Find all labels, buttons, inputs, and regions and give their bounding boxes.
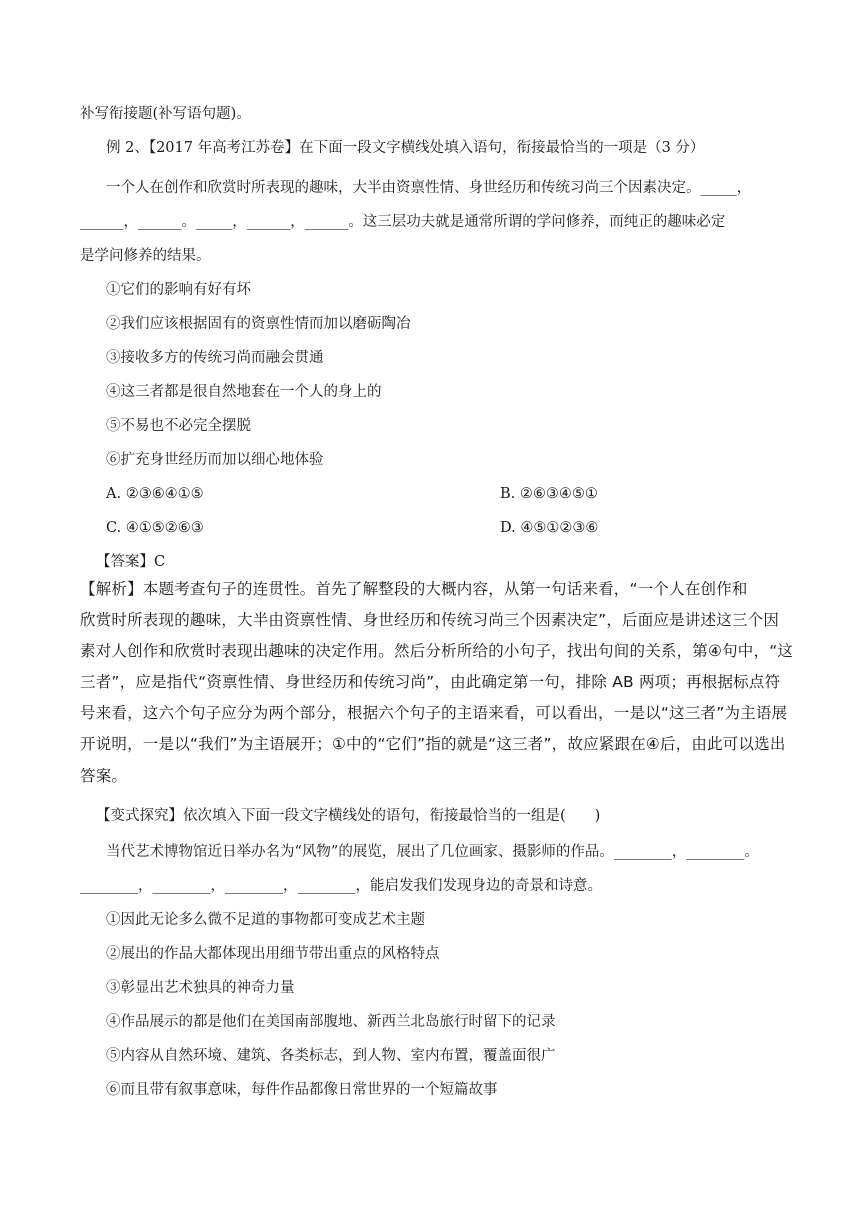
example-item-1: ①它们的影响有好有坏 (106, 282, 251, 298)
variant-item-6: ⑥而且带有叙事意味，每件作品都像日常世界的一个短篇故事 (106, 1082, 498, 1098)
variant-passage-line-2: ________，________，________，________，能启发我们发现身边的奇景和诗意。 (80, 878, 602, 894)
analysis-line-3: 素对人创作和欣赏时表现出趣味的决定作用。然后分析所给的小句子，找出句间的关系，第④句中，“这 (80, 642, 794, 660)
analysis-line-5: 号来看，这六个句子应分为两个部分，根据六个句子的主语来看，可以看出，一是以“这三者”为主语展 (80, 704, 788, 722)
example-item-4: ④这三者都是很自然地套在一个人的身上的 (106, 384, 382, 400)
answer-text: 【答案】C (96, 554, 166, 570)
variant-item-4: ④作品展示的都是他们在美国南部腹地、新西兰北岛旅行时留下的记录 (106, 1014, 556, 1030)
analysis-line-7: 答案。 (80, 767, 128, 785)
variant-item-5: ⑤内容从自然环境、建筑、各类标志，到人物、室内布置，覆盖面很广 (106, 1048, 556, 1064)
option-d: D. ④⑤①②③⑥ (500, 520, 599, 536)
analysis-line-6: 开说明，一是以“我们”为主语展开；①中的“它们”指的就是“这三者”，故应紧跟在④后，由此可以选出 (80, 735, 786, 753)
intro-text: 补写衔接题(补写语句题)。 (80, 106, 251, 122)
analysis-line-1: 【解析】本题考查句子的连贯性。首先了解整段的大概内容，从第一句话来看，“一个人在创作和 (80, 580, 748, 598)
analysis-line-2: 欣赏时所表现的趣味，大半由资禀性情、身世经历和传统习尚三个因素决定”，后面应是讲述这三个因 (80, 611, 780, 629)
example-heading: 例 2、【2017 年高考江苏卷】在下面一段文字横线处填入语句，衔接最恰当的一项是（3 分） (106, 140, 705, 156)
variant-item-3: ③彰显出艺术独具的神奇力量 (106, 980, 295, 996)
variant-item-1: ①因此无论多么微不足道的事物都可变成艺术主题 (106, 912, 425, 928)
analysis-line-4: 三者”，应是指代“资禀性情、身世经历和传统习尚”，由此确定第一句，排除 AB 两项；再根据标点符 (80, 673, 781, 691)
option-c: C. ④①⑤②⑥③ (106, 520, 204, 536)
variant-heading: 【变式探究】依次填入下面一段文字横线处的语句，衔接最恰当的一组是( ) (96, 808, 601, 824)
example-passage-line-3: 是学问修养的结果。 (80, 248, 211, 264)
variant-item-2: ②展出的作品大都体现出用细节带出重点的风格特点 (106, 946, 440, 962)
example-passage-line-2: ______，______。_____，______，______。这三层功夫就是通常所谓的学问修养，而纯正的趣味必定 (80, 214, 726, 230)
example-item-3: ③接收多方的传统习尚而融会贯通 (106, 350, 324, 366)
variant-passage-line-1: 当代艺术博物馆近日举办名为“风物”的展览，展出了几位画家、摄影师的作品。________，________。 (106, 844, 759, 860)
option-b: B. ②⑥③④⑤① (500, 486, 598, 502)
example-item-2: ②我们应该根据固有的资禀性情而加以磨砺陶冶 (106, 316, 411, 332)
option-a: A. ②③⑥④①⑤ (106, 486, 204, 502)
example-passage-line-1: 一个人在创作和欣赏时所表现的趣味，大半由资禀性情、身世经历和传统习尚三个因素决定。_____， (106, 180, 752, 196)
example-item-5: ⑤不易也不必完全摆脱 (106, 418, 251, 434)
example-item-6: ⑥扩充身世经历而加以细心地体验 (106, 452, 324, 468)
